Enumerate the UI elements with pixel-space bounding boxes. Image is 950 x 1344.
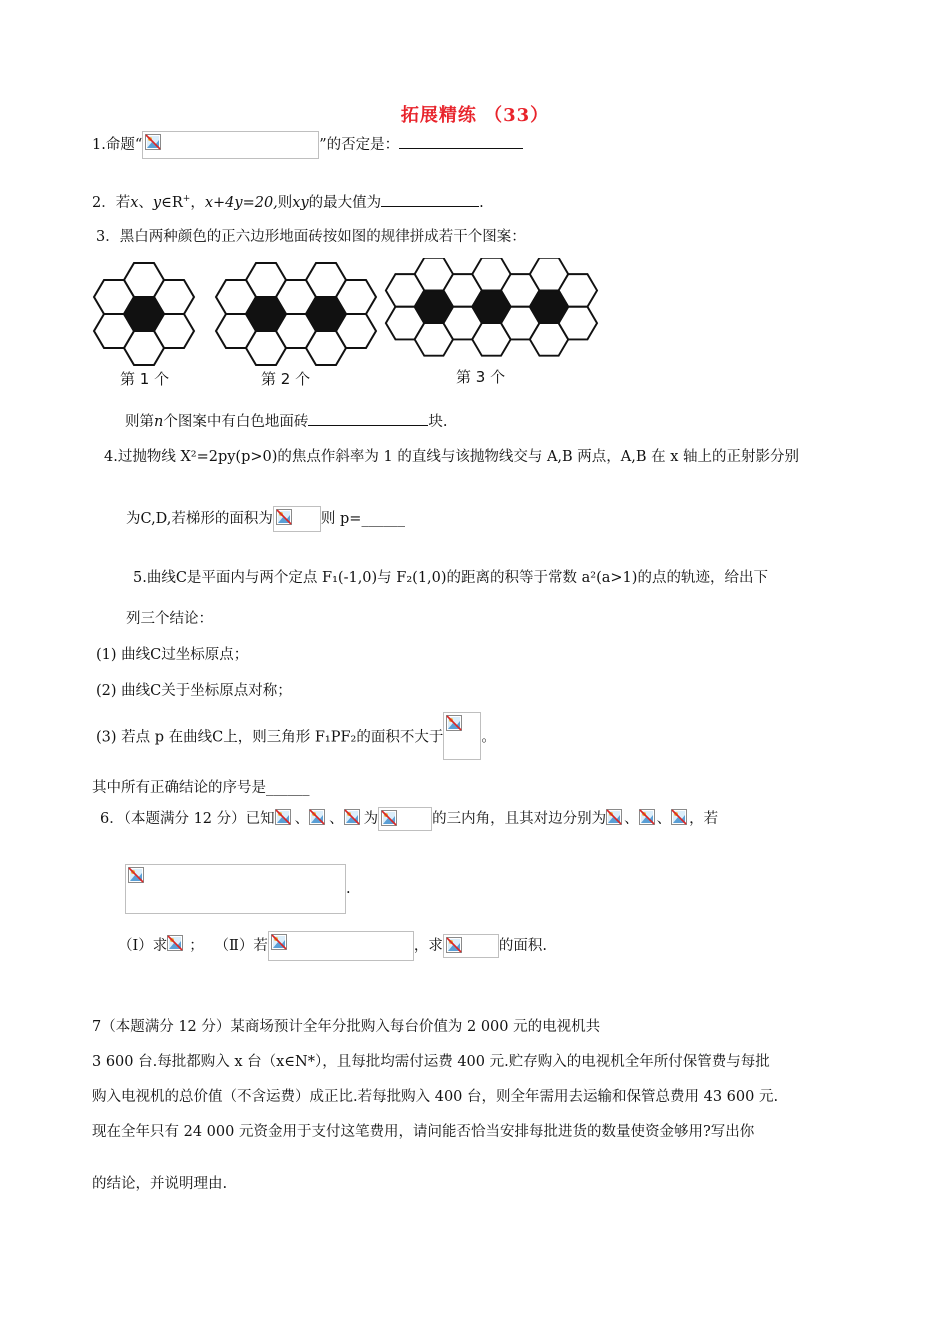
- question-6: 6．（本题满分 12 分）已知 、 、 为 的三内角，且其对边分别为 、 、 ，若: [100, 807, 718, 831]
- broken-image: [125, 864, 346, 914]
- question-5-item2: (2) 曲线C关于坐标原点对称；: [96, 683, 292, 699]
- broken-image-icon: [671, 809, 687, 825]
- question-7-line3: 购入电视机的总价值（不含运费）成正比.若每批购入 400 台，则全年需用去运输和保管总费用 43 600 元.: [92, 1089, 779, 1105]
- broken-image-icon: [167, 935, 183, 951]
- question-7-line1: 7（本题满分 12 分）某商场预计全年分批购入每台价值为 2 000 元的电视机共: [92, 1019, 601, 1035]
- answer-blank: [381, 192, 479, 207]
- question-6-parts: （Ⅰ）求 ； （Ⅱ）若 ，求 的面积.: [118, 931, 547, 961]
- pattern-1-hexes: [94, 263, 194, 365]
- caption-3: 第 3 个: [456, 368, 506, 386]
- broken-image-icon: [381, 810, 397, 826]
- broken-image-icon: [309, 809, 325, 825]
- broken-image-icon: [145, 134, 161, 150]
- question-5-item1: (1) 曲线C过坐标原点；: [96, 647, 249, 663]
- question-7-line4: 现在全年只有 24 000 元资金用于支付这笔费用，请问能否恰当安排每批进货的数量使资金够用?写出你: [92, 1124, 755, 1140]
- question-7-line5: 的结论，并说明理由.: [92, 1176, 228, 1192]
- answer-blank: [308, 411, 428, 426]
- answer-blank: [399, 134, 523, 149]
- question-5-line2: 列三个结论：: [126, 611, 213, 627]
- broken-image-icon: [639, 809, 655, 825]
- broken-image: [273, 506, 321, 532]
- broken-image-icon: [128, 867, 144, 883]
- question-1: 1.命题“ ”的否定是：: [92, 131, 523, 159]
- question-3: 3．黑白两种颜色的正六边形地面砖按如图的规律拼成若干个图案：: [96, 229, 526, 245]
- caption-2: 第 2 个: [261, 370, 311, 388]
- question-4-line2: 为C,D,若梯形的面积为 则 p=______: [126, 506, 405, 532]
- broken-image: [142, 131, 319, 159]
- question-7-line2: 3 600 台.每批都购入 x 台（x∈N*），且每批均需付运费 400 元.贮存购入的电视机全年所付保管费与每批: [92, 1054, 770, 1070]
- question-2: 2．若x、y∈R+，x+4y=20,则xy的最大值为 .: [92, 191, 484, 212]
- question-3-follow: 则第n个图案中有白色地面砖 块.: [125, 410, 447, 431]
- broken-image-icon: [275, 809, 291, 825]
- broken-image-icon: [446, 715, 462, 731]
- question-5-item3: (3) 若点 p 在曲线C上，则三角形 F₁PF₂的面积不大于 。: [96, 712, 496, 760]
- hexagon-tiles: [90, 258, 610, 368]
- question-4-line1: 4.过抛物线 X²=2py(p>0)的焦点作斜率为 1 的直线与该抛物线交与 A,B 两点，A,B 在 x 轴上的正射影分别: [104, 449, 800, 465]
- page-title: 拓展精练 （33）: [400, 105, 550, 126]
- broken-image: [268, 931, 414, 961]
- pattern-2-hexes: [216, 263, 376, 365]
- broken-image: [443, 712, 481, 760]
- broken-image-icon: [606, 809, 622, 825]
- broken-image-icon: [271, 934, 287, 950]
- question-5-line1: 5.曲线C是平面内与两个定点 F₁(-1,0)与 F₂(1,0)的距离的积等于常数 a²(a>1)的点的轨迹，给出下: [133, 570, 768, 586]
- broken-image: [443, 934, 499, 958]
- caption-1: 第 1 个: [120, 370, 170, 388]
- broken-image-icon: [344, 809, 360, 825]
- question-5-conclusion: 其中所有正确结论的序号是______: [92, 780, 310, 796]
- broken-image-icon: [446, 937, 462, 953]
- pattern-3-hexes: [386, 258, 597, 356]
- broken-image-icon: [276, 509, 292, 525]
- question-6-condition: .: [125, 864, 351, 914]
- broken-image: [378, 807, 432, 831]
